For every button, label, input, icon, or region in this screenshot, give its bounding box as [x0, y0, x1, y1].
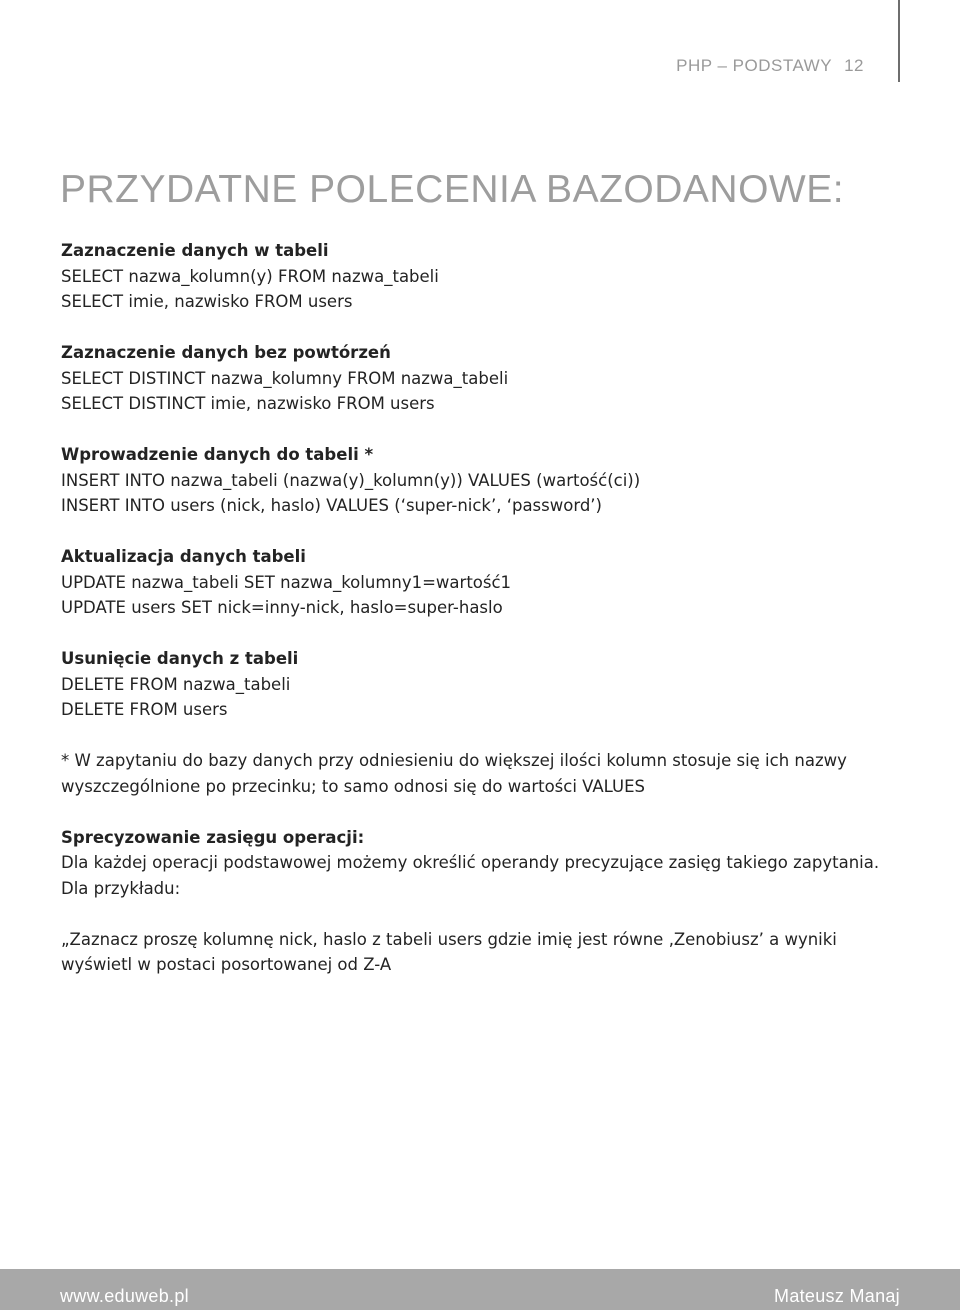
section-heading: Zaznaczenie danych bez powtórzeń	[61, 343, 391, 362]
section-heading: Aktualizacja danych tabeli	[61, 547, 306, 566]
body-text-line: Dla przykładu:	[61, 878, 181, 898]
scope-section	[61, 825, 921, 902]
page-footer	[0, 1269, 960, 1310]
sql-example-line: SELECT DISTINCT imie, nazwisko FROM users	[61, 394, 435, 413]
sql-example-line: DELETE FROM users	[61, 700, 228, 719]
sql-syntax-line: SELECT nazwa_kolumn(y) FROM nazwa_tabeli	[61, 266, 439, 286]
footnote	[61, 748, 921, 799]
footnote-line: * W zapytaniu do bazy danych przy odniesieniu do większej ilości kolumn stosuje się ich nazwy	[61, 751, 847, 770]
footer-author: Mateusz Manaj	[774, 1286, 900, 1306]
page-title: PRZYDATNE POLECENIA BAZODANOWE:	[60, 168, 845, 211]
section-heading: Wprowadzenie danych do tabeli *	[61, 445, 374, 464]
sql-example-line: SELECT imie, nazwisko FROM users	[61, 292, 353, 311]
running-header	[676, 56, 864, 76]
quote-line: „Zaznacz proszę kolumnę nick, haslo z tabeli users gdzie imię jest równe ‚Zenobiusz’ a wyniki	[61, 929, 837, 949]
sql-syntax-line: DELETE FROM nazwa_tabeli	[61, 674, 291, 694]
page-content	[61, 238, 921, 1003]
section-delete	[61, 646, 921, 723]
footnote-line: wyszczególnione po przecinku; to samo odnosi się do wartości VALUES	[61, 776, 646, 796]
sql-syntax-line: SELECT DISTINCT nazwa_kolumny FROM nazwa_tabeli	[61, 368, 509, 388]
page-number: 12	[844, 56, 864, 75]
sql-example-line: UPDATE users SET nick=inny-nick, haslo=super-haslo	[61, 598, 503, 617]
body-text-line: Dla każdej operacji podstawowej możemy określić operandy precyzujące zasięg takiego zapytania.	[61, 853, 880, 872]
section-select	[61, 238, 921, 315]
sql-syntax-line: UPDATE nazwa_tabeli SET nazwa_kolumny1=wartość1	[61, 572, 512, 592]
section-heading: Sprecyzowanie zasięgu operacji:	[61, 827, 365, 847]
sql-example-line: INSERT INTO users (nick, haslo) VALUES (‘super-nick’, ‘password’)	[61, 496, 602, 515]
footer-website: www.eduweb.pl	[60, 1286, 189, 1306]
example-quote	[61, 927, 921, 978]
section-select-distinct	[61, 340, 921, 417]
section-heading: Zaznaczenie danych w tabeli	[61, 241, 329, 260]
sql-syntax-line: INSERT INTO nazwa_tabeli (nazwa(y)_kolumn(y)) VALUES (wartość(ci))	[61, 470, 641, 490]
section-update	[61, 544, 921, 621]
running-header-section: PHP – PODSTAWY	[676, 56, 833, 75]
section-insert	[61, 442, 921, 519]
quote-line: wyświetl w postaci posortowanej od Z-A	[61, 955, 392, 974]
header-divider	[898, 0, 900, 82]
section-heading: Usunięcie danych z tabeli	[61, 649, 299, 668]
